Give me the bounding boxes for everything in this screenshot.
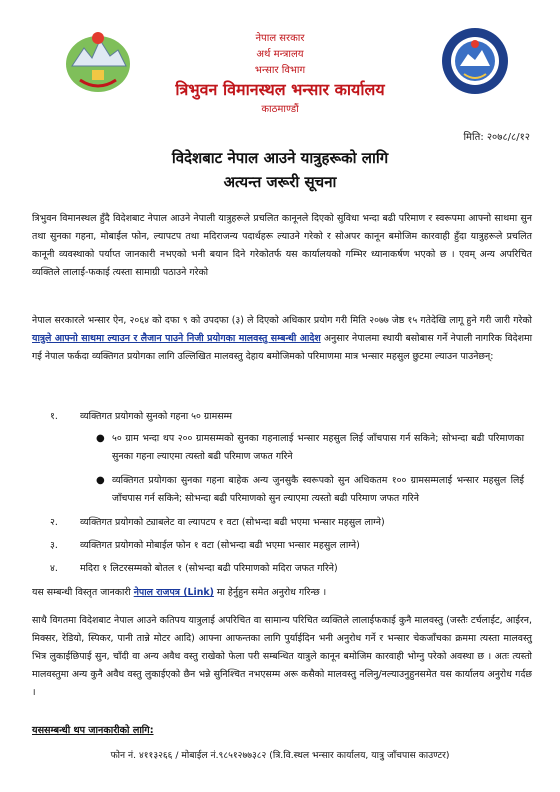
gazette-link[interactable]: नेपाल राजपत्र (Link) [133,587,214,598]
list-item-number: १. [50,411,58,422]
header-government: नेपाल सरकार [255,33,305,44]
gazette-info-end: मा हेर्नुहुन समेत अनुरोध गरिन्छ । [213,587,327,598]
warning-paragraph: साथै विगतमा विदेशबाट नेपाल आउने कतिपय यात्रुलाई अपरिचित वा सामान्य परिचित व्यक्तिले लालाईफकाई कुनै मालवस्तु (जस्तैः टर्चलाईट, आईरन, मिक्सर, रेडियो, स्पिकर, पानी तान्ने मोटर आदि) आफ्ना आफन्तका लागि पुर्याईदिन भनी अनुरोध गर्ने र भन्सार चेकजाँचका क्रममा त्यस्ता मालवस्तु भित्र लुकाईछिपाई सुन, चाँदी वा अन्य अवैध वस्तु राखेको फेला परी सम्बन्धित यात्रुले कानून बमोजिम कारवाही भोग्नु परेको अवस्था छ । अतः त्यस्तो मालवस्तुमा अन्य कुनै अवैध वस्तु लुकाईएको छैन भन्ने सुनिश्चित नभएसम्म अरू कसैको मालवस्तु नलिनु/नल्याउनुहुनसमेत यस कार्यालय अनुरोध गर्दछ । [32,615,532,698]
legal-paragraph-start: नेपाल सरकारले भन्सार ऐन, २०६४ को दफा ९ को उपदफा (३) ले दिएको अधिकार प्रयोग गरी मिति २०७७ जेष्ठ १५ गतेदेखि लागू हुने गरी जारी गरेको [32,315,532,326]
header-city: काठमाण्डौं [261,104,299,115]
legal-paragraph [32,312,532,366]
notice-subtitle: अत्यन्त जरूरी सूचना [223,173,337,191]
order-link[interactable]: यात्रुले आफ्नो साथमा ल्याउन र लैजान पाउने निजी प्रयोगका मालवस्तु सम्बन्धी आदेश [32,333,321,344]
notice-date: मिति: २०७८/८/१२ [463,132,530,143]
gazette-info-start: यस सम्बन्धी विस्तृत जानकारी [32,587,134,598]
bullet-text: व्यक्तिगत प्रयोगका सुनका गहना बाहेक अन्य जुनसुकै स्वरूपको सुन अधिकतम १०० ग्रामसम्मलाई भन्सार महसुल लिई जाँचपास गर्न सकिने; सोभन्दा बढी परिमाणको सुन ल्याएमा त्यस्तो बढी परिमाण जफत गरिने [112,475,524,504]
legal-paragraph-end: अनुसार नेपालमा स्थायी बसोबास गर्ने नेपाली नागरिक विदेशमा गई नेपाल फर्कदा व्यक्तिगत प्रयोगका लागि उल्लिखित मालवस्तु देहाय बमोजिमको परिमाणमा मात्र भन्सार महसुल छुटमा ल्याउन पाउनेछन्: [32,333,532,362]
bullet-icon: ● [96,475,105,486]
nepal-emblem-icon [58,26,138,96]
list-item-text: व्यक्तिगत प्रयोगको मोबाईल फोन १ वटा (सोभन्दा बढी भएमा भन्सार महसुल लाग्ने) [80,540,360,551]
intro-paragraph: त्रिभुवन विमानस्थल हुँदै विदेशबाट नेपाल आउने नेपाली यात्रुहरूले प्रचलित कानूनले दिएको सुविधा भन्दा बढी परिमाण र स्वरूपमा आफ्नो साथमा सुन तथा सुनका गहना, मोबाईल फोन, ल्यापटप तथा मदिराजन्य पदार्थहरू ल्याउने गरेको र सोअपर कानून बमोजिम कारवाही हुँदा यात्रुहरूले प्रचलित कानूनी व्यवस्थाको पर्याप्त जानकारी नभएको भनी बयान दिने गरेकोतर्फ यस कार्यालयको गम्भिर ध्यानाकर्षण भएको छ । एवम् अन्य अपरिचित व्यक्तिले लालाई-फकाई त्यस्ता सामाग्री पठाउने गरेको [32,213,532,278]
list-item-text: व्यक्तिगत प्रयोगको सुनको गहना ५० ग्रामसम्म [80,411,232,422]
header-office: त्रिभुवन विमानस्थल भन्सार कार्यालय [175,80,385,99]
header-ministry: अर्थ मन्त्रालय [256,49,304,60]
list-item-number: २. [50,517,58,528]
list-item-number: ३. [50,540,58,551]
notice-title: विदेशबाट नेपाल आउने यात्रुहरूको लागि [171,149,389,167]
bullet-icon: ● [96,433,105,444]
nepal-customs-seal-icon [440,26,510,96]
list-item-number: ४. [50,563,58,574]
contact-details: फोन नं. ४११३२६६ / मोबाईल नं.९८५१२७७३८२ (त्रि.वि.स्थल भन्सार कार्यालय, यात्रु जाँचपास काउण्टर) [110,750,450,761]
header-department: भन्सार विभाग [254,65,306,76]
list-item-text: व्यक्तिगत प्रयोगको ट्याबलेट वा ल्यापटप १ वटा (सोभन्दा बढी भएमा भन्सार महसुल लाग्ने) [80,517,385,528]
bullet-text: ५० ग्राम भन्दा थप २०० ग्रामसम्मको सुनका गहनालाई भन्सार महसुल लिई जाँचपास गर्न सकिने; सोभन्दा बढी परिमाणका सुनका गहना ल्याएमा त्यस्तो बढी परिमाण जफत गरिने [112,433,524,462]
list-item-text: मदिरा १ लिटरसम्मको बोतल १ (सोभन्दा बढी परिमाणको मदिरा जफत गरिने) [80,563,338,574]
gazette-info [32,585,326,598]
contact-title: यससम्बन्धी थप जानकारीको लागि: [32,725,154,736]
